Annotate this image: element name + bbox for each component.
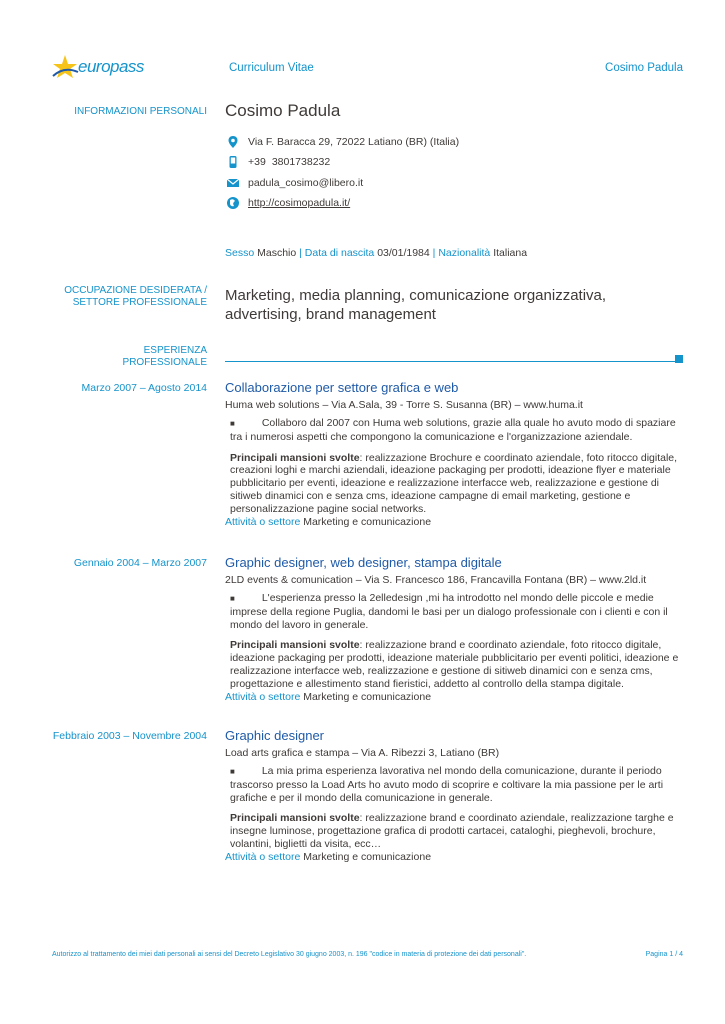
personal-section-label: INFORMAZIONI PERSONALI	[74, 106, 207, 117]
duties-text: : realizzazione brand e coordinato aziendale, realizzazione targhe e insegne luminose, progettazione grafica di prodotti cartacei, cataloghi, pieghevoli, brochure, volantini, biglietti da visita, ecc…	[230, 812, 674, 850]
job-description	[225, 417, 685, 444]
email[interactable]: padula_cosimo@libero.it	[248, 177, 364, 189]
birth-label: Data di nascita	[304, 247, 375, 259]
location-pin-icon	[226, 135, 240, 149]
person-name: Cosimo Padula	[225, 101, 341, 120]
job-employer: Huma web solutions – Via A.Sala, 39 - Torre S. Susanna (BR) – www.huma.it	[225, 399, 583, 411]
desired-label-line1: OCCUPAZIONE DESIDERATA /	[64, 285, 207, 296]
job-duties	[225, 452, 685, 516]
duties-label: Principali mansioni svolte	[230, 812, 360, 825]
section-divider-end	[675, 355, 683, 363]
job-dates: Marzo 2007 – Agosto 2014	[81, 382, 207, 394]
job-desc-text: L'esperienza presso la 2elledesign ,mi ha introdotto nel mondo delle piccole e medie imprese della regione Puglia, dandomi le basi per un dialogo professionale con i clienti e con il mondo del lavoro in generale.	[230, 592, 668, 631]
experience-section-label	[123, 345, 207, 369]
job-title: Graphic designer, web designer, stampa digitale	[225, 555, 502, 570]
bullet: ■	[230, 419, 235, 428]
phone-icon	[226, 155, 240, 169]
doc-type: Curriculum Vitae	[229, 62, 314, 74]
sector-value: Marketing e comunicazione	[303, 690, 432, 703]
sex-label: Sesso	[225, 247, 255, 259]
birth-value: 03/01/1984	[377, 247, 430, 259]
duties-text: : realizzazione brand e coordinato aziendale, foto ritocco digitale, ideazione packaging per prodotti, ideazione materiale pubblicitario per eventi politici, ideazione e realizzazione interfacce web, realizzazione e gestione di sitiweb dinamici con e senza cms, progettazione e allestimento stand fieristici, addetto al controllo della stampa digitale.	[230, 639, 679, 690]
nationality-value: Italiana	[493, 247, 528, 259]
sector-label: Attività o settore	[225, 850, 301, 863]
separator: |	[299, 247, 302, 259]
sex-value: Maschio	[257, 247, 297, 259]
globe-icon	[226, 196, 240, 210]
job-desc-text: Collaboro dal 2007 con Huma web solutions, grazie alla quale ho avuto modo di spaziare tra i numerosi aspetti che compongono la comunicazione e l'organizzazione aziendale.	[230, 417, 676, 443]
personal-details-line	[225, 247, 527, 259]
page-number: Pagina 1 / 4	[645, 951, 683, 958]
desired-line1: Marketing, media planning, comunicazione organizzativa,	[225, 287, 607, 304]
phone-prefix: +39	[248, 156, 266, 168]
desired-occupation	[225, 286, 606, 324]
job-duties	[225, 812, 685, 850]
job-employer: Load arts grafica e stampa – Via A. Ribezzi 3, Latiano (BR)	[225, 747, 500, 759]
europass-star-icon	[50, 52, 80, 82]
job-entry	[225, 728, 685, 864]
job-dates: Febbraio 2003 – Novembre 2004	[52, 730, 207, 742]
exp-label-line2: PROFESSIONALE	[122, 357, 207, 368]
duties-label: Principali mansioni svolte	[230, 639, 360, 652]
sector-value: Marketing e comunicazione	[303, 515, 432, 528]
desired-section-label	[64, 285, 207, 309]
desired-line2: advertising, brand management	[225, 306, 436, 323]
europass-logo	[50, 52, 160, 84]
desired-label-line2: SETTORE PROFESSIONALE	[72, 297, 207, 308]
job-description	[225, 765, 685, 804]
footer-consent: Autorizzo al trattamento dei miei dati personali ai sensi del Decreto Legislativo 30 giugno 2003, n. 196 "codice in materia di protezione dei dati personali".	[52, 951, 527, 958]
job-title: Collaborazione per settore grafica e web	[225, 380, 459, 395]
separator: |	[432, 247, 436, 259]
job-desc-text: La mia prima esperienza lavorativa nel mondo della comunicazione, durante il periodo trascorso presso la Load Arts ho avuto modo di scoprire e coltivare la mia passione per le arti grafiche e per il mondo della comunicazione in generale.	[230, 765, 664, 804]
job-employer: 2LD events & comunication – Via S. Francesco 186, Francavilla Fontana (BR) – www.2ld.it	[225, 574, 647, 586]
address-row	[226, 135, 459, 149]
sector-label: Attività o settore	[225, 515, 301, 528]
address: Via F. Baracca 29, 72022 Latiano (BR) (Italia)	[248, 136, 460, 148]
bullet: ■	[230, 594, 235, 603]
logo-text: europass	[78, 57, 144, 76]
job-entry	[225, 555, 685, 704]
job-duties	[225, 639, 685, 690]
website-link[interactable]: http://cosimopadula.it/	[248, 197, 351, 209]
exp-label-line1: ESPERIENZA	[143, 345, 207, 356]
job-description	[225, 592, 685, 631]
job-sector	[225, 691, 685, 704]
bullet: ■	[230, 767, 235, 776]
job-sector	[225, 851, 685, 864]
nationality-label: Nazionalità	[438, 247, 491, 259]
phone-row	[226, 155, 330, 169]
job-sector	[225, 516, 685, 529]
job-entry	[225, 380, 685, 529]
job-title: Graphic designer	[225, 728, 324, 743]
duties-text: : realizzazione Brochure e coordinato aziendale, foto ritocco digitale, creazioni loghi e marchi aziendali, ideazione packaging per prodotti, ideazione flyer e materiale pubblicitario per eventi, ideazione e realizzazione interfacce web, realizzazione e gestione di sitiweb dinamici con e senza cms, ideazione campagne di email marketing, gestione e personalizzazione pagine social networks.	[230, 451, 678, 515]
email-row	[226, 176, 363, 190]
email-icon	[226, 176, 240, 190]
sector-value: Marketing e comunicazione	[303, 850, 432, 863]
phone[interactable]: 3801738232	[271, 156, 331, 168]
website-row	[226, 196, 350, 210]
duties-label: Principali mansioni svolte	[230, 451, 360, 464]
sector-label: Attività o settore	[225, 690, 301, 703]
job-dates: Gennaio 2004 – Marzo 2007	[73, 557, 207, 569]
section-divider	[225, 361, 677, 362]
header-name: Cosimo Padula	[605, 62, 683, 74]
